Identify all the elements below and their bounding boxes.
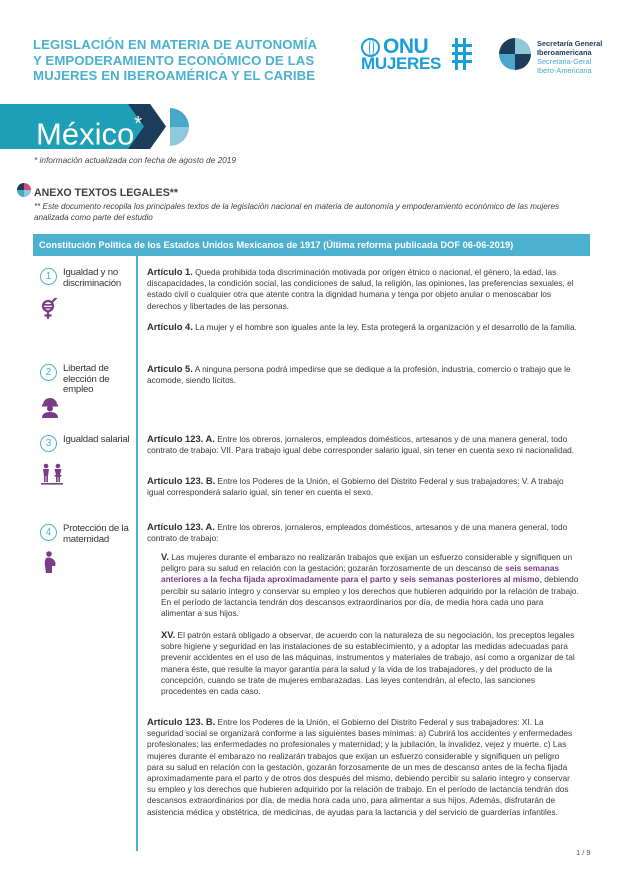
pregnant-woman-icon — [40, 551, 60, 573]
update-note: * información actualizada con fecha de agosto de 2019 — [34, 155, 237, 165]
section-title: ANEXO TEXTOS LEGALES** — [34, 187, 179, 199]
segib-logo: Secretaría General Iberoamericana Secretaria-Geral Ibero-Americana — [499, 36, 619, 76]
row-1-paragraph-2: Artículo 4. La mujer y el hombre son iguales ante la ley. Esta protegerá la organización y el desarrollo de la familia. — [147, 321, 577, 332]
row-4-fraction-xv: XV. El patrón estará obligado a observar, de acuerdo con la naturaleza de su negociación, los preceptos legales sobre higiene y seguridad en las instalaciones de su establecimiento, y a adoptar las medidas adecuadas para prevenir accidentes en el uso de las máquinas, instrumentos y materiales de trabajo, así como a organizar de tal manera éste, que resulte la mayor garantía para la salud y la vida de los trabajadores, y del producto de la concepción, cuando se trate de mujeres embarazadas. Las leyes contendrán, al efecto, las sanciones procedentes en cada caso. — [161, 629, 575, 697]
row-3-paragraph-1: Artículo 123. A. Entre los obreros, jornaleros, empleados domésticos, artesanos y de una manera general, todo contrato de trabajo: VII. Para trabajo igual debe corresponder salario igual, sin tener en cuenta sexo ni nacionalidad. — [147, 433, 575, 456]
segib-mark-icon — [499, 38, 531, 70]
onu-mujeres-logo: ONU MUJERES — [361, 36, 479, 72]
document-title: LEGISLACIÓN EN MATERIA DE AUTONOMÍA Y EMPODERAMIENTO ECONÓMICO DE LAS MUJERES EN IBEROAMÉRICA Y EL CARIBE — [33, 37, 318, 83]
column-divider — [136, 256, 138, 851]
row-4-paragraph-1: Artículo 123. A. Entre los obreros, jornaleros, empleados domésticos, artesanos y de una manera general, todo contrato de trabajo: — [147, 521, 568, 544]
onu-mujeres-mark-icon — [452, 38, 472, 70]
section-bullet-icon — [17, 183, 31, 197]
gender-equality-icon — [40, 298, 60, 320]
row-4-paragraph-2: Artículo 123. B. Entre los Poderes de la Unión, el Gobierno del Distrito Federal y sus trabajadores: XI. La seguridad social se organizará conforme a las siguientes bases mínimas: a) Cubrirá los accidentes y enfermedades profesionales; las enfermedades no profesionales y maternidad; y la jubilación, la invalidez, vejez y muerte. c) Las mujeres durante el embarazo no realizarán trabajos que exijan un esfuerzo considerable y signifiquen un peligro para su salud en relación con la gestación, gozarán forzosamente de un mes de descanso antes de la fecha fijada aproximadamente para el parto y de otros dos después del mismo, debiendo percibir su salario íntegro y conservar su empleo y los derechos que hubieren adquirido por la relación de trabajo. En el período de lactancia tendrán dos descansos extraordinarios por día, de media hora cada uno, para alimentar a sus hijos. Además, disfrutarán de asistencia médica y obstétrica, de medicinas, de ayudas para la lactancia y del servicio de guarderías infantiles. — [147, 716, 573, 817]
row-1-paragraph-1: Artículo 1. Queda prohibida toda discriminación motivada por origen étnico o nacional, el género, la edad, las discapacidades, la condición social, las condiciones de salud, la religión, las opiniones, las preferencias sexuales, el estado civil o cualquier otra que atente contra la dignidad humana y tenga por objeto anular o menoscabar los derechos y libertades de las personas. — [147, 266, 574, 311]
page-number: 1 / 9 — [576, 848, 591, 857]
row-3-paragraph-2: Artículo 123. B. Entre los Poderes de la Unión, el Gobierno del Distrito Federal y sus trabajadores: V. A trabajo igual corresponderá salario igual, sin tener en cuenta el sexo. — [147, 475, 564, 498]
equal-pay-icon — [40, 463, 64, 485]
worker-icon — [40, 396, 60, 418]
row-4-fraction-v: V. Las mujeres durante el embarazo no realizarán trabajos que exijan un esfuerzo considerable y signifiquen un peligro para su salud en relación con la gestación; gozarán forzosamente de un descanso de seis semanas anteriores a la fecha fijada aproximadamente para el parto y seis semanas posteriores al mismo, debiendo percibir su salario íntegro y conservar su empleo y los derechos que hubieren adquirido por la relación de trabajo. En el período de lactancia tendrán dos descansos extraordinarios por día, de media hora cada uno para alimentar a sus hijos. — [161, 551, 579, 619]
row-2-paragraph-1: Artículo 5. A ninguna persona podrá impedirse que se dedique a la profesión, industria, comercio o trabajo que le acomode, siendo lícitos. — [147, 363, 571, 386]
country-title: México* — [36, 113, 142, 152]
section-note: ** Este documento recopila los principales textos de la legislación nacional en materia de autonomía y empoderamiento económico de las mujeres analizada como parte del estudio — [34, 202, 560, 222]
table-header: Constitución Política de los Estados Unidos Mexicanos de 1917 (Última reforma publicada DOF 06-06-2019) — [33, 234, 590, 256]
